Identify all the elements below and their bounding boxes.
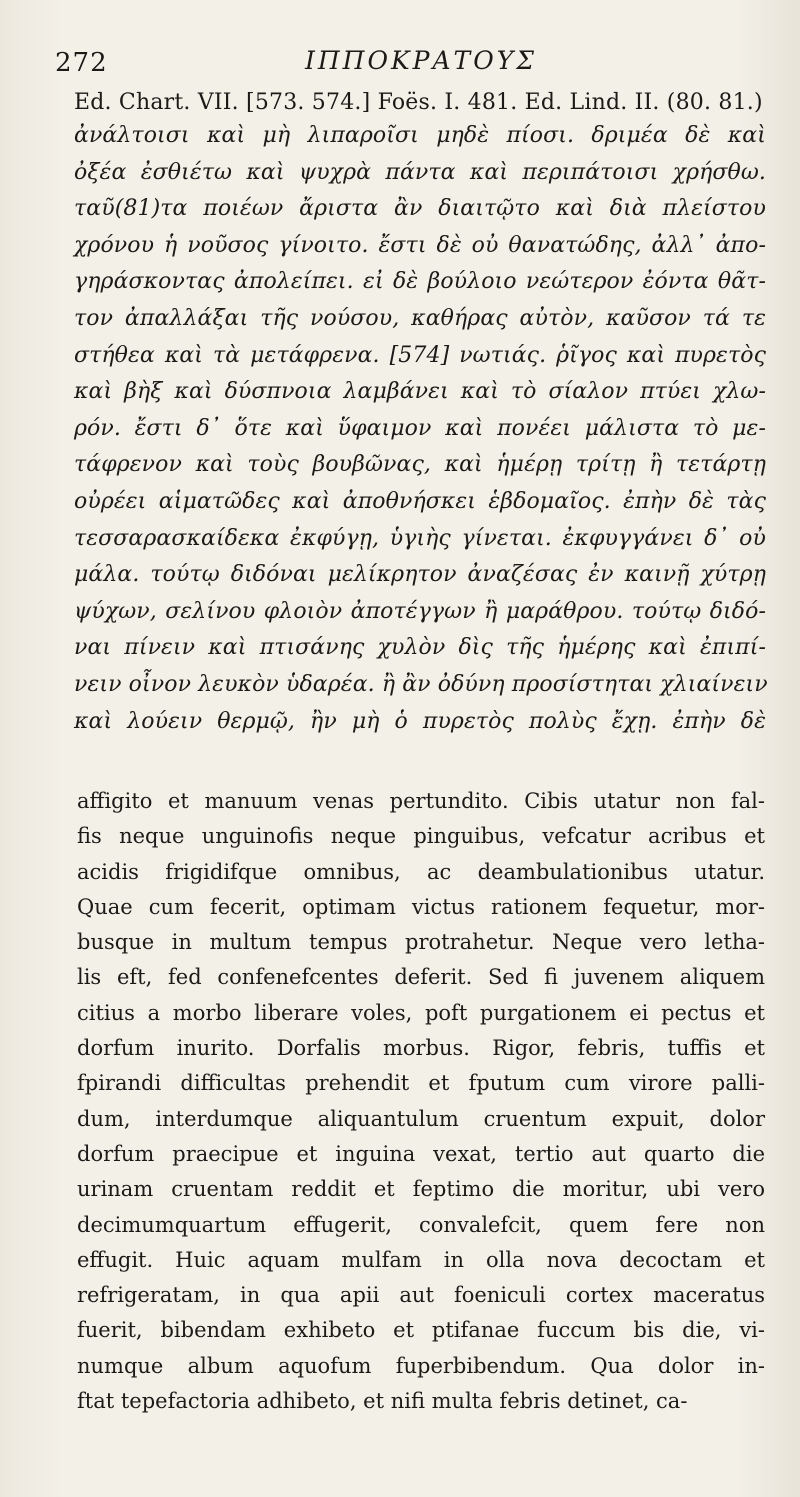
page-header — [55, 42, 775, 82]
greek-line: ταῦ(81)τα ποιέων ἄριστα ἂν διαιτῷτο καὶ διὰ πλείστου — [74, 196, 766, 222]
greek-line: τον ἀπαλλάξαι τῆς νούσου, καθήρας αὐτὸν, καῦσον τά τε — [74, 305, 766, 331]
greek-line: ἀνάλτοισι καὶ μὴ λιπαροῖσι μηδὲ πίοσι. δριμέα δὲ καὶ — [74, 123, 766, 148]
greek-line: χρόνου ἡ νοῦσος γίνοιτο. ἔστι δὲ οὐ θανατώδης, ἀλλ᾽ ἀπο- — [74, 232, 766, 258]
latin-line: dorfum praecipue et inguina vexat, tertio aut quarto die — [77, 1141, 765, 1166]
latin-line: numque album aquofum fuperbibendum. Qua dolor in- — [77, 1353, 765, 1378]
greek-line: γηράσκοντας ἀπολείπει. εἰ δὲ βούλοιο νεώτερον ἐόντα θᾶτ- — [74, 269, 766, 295]
greek-text-block — [74, 88, 766, 740]
greek-line: μάλα. τούτῳ διδόναι μελίκρητον ἀναζέσας ἐν καινῇ χύτρῃ — [74, 562, 766, 588]
latin-line: citius a morbo liberare voles, poft purgationem ei pectus et — [77, 1000, 765, 1025]
greek-line: καὶ βὴξ καὶ δύσπνοια λαμβάνει καὶ τὸ σίαλον πτύει χλω- — [74, 379, 766, 405]
greek-line: στήθεα καὶ τὰ μετάφρενα. [574] νωτιάς. ῥῖγος καὶ πυρετὸς — [74, 342, 766, 368]
edition-reference: Ed. Chart. VII. [573. 574.] Foës. I. 481. Ed. Lind. II. (80. 81.) — [74, 90, 763, 115]
running-head: ΙΠΠΟΚΡΑΤΟΥΣ — [305, 46, 537, 75]
greek-line: ρόν. ἔστι δ᾽ ὅτε καὶ ὕφαιμον καὶ πονέει μάλιστα τὸ με- — [74, 415, 766, 441]
greek-line: ψύχων, σελίνου φλοιὸν ἀποτέγγων ἢ μαράθρου. τούτῳ διδό- — [74, 598, 766, 624]
latin-line: acidis frigidifque omnibus, ac deambulationibus utatur. — [77, 859, 765, 884]
greek-line: καὶ λούειν θερμῷ, ἢν μὴ ὁ πυρετὸς πολὺς ἔχῃ. ἐπὴν δὲ — [74, 708, 766, 734]
greek-line: νειν οἶνον λευκὸν ὑδαρέα. ἢ ἂν ὀδύνη προσίστηται χλιαίνειν — [74, 671, 768, 697]
latin-line: fuerit, bibendam exhibeto et ptifanae fuccum bis die, vi- — [77, 1318, 765, 1343]
latin-line: affigito et manuum venas pertundito. Cibis utatur non fal- — [77, 789, 765, 813]
latin-text-block — [77, 784, 765, 1419]
latin-line: decimumquartum effugerit, convalefcit, quem fere non — [77, 1212, 765, 1237]
latin-line: busque in multum tempus protrahetur. Neque vero letha- — [77, 930, 765, 955]
greek-line: τάφρενον καὶ τοὺς βουβῶνας, καὶ ἡμέρῃ τρίτῃ ἢ τετάρτῃ — [74, 452, 766, 478]
latin-line: lis eft, fed confenefcentes deferit. Sed fi juvenem aliquem — [77, 965, 765, 990]
greek-line: οὐρέει αἱματῶδες καὶ ἀποθνήσκει ἑβδομαῖος. ἐπὴν δὲ τὰς — [74, 488, 766, 514]
latin-line: ftat tepefactoria adhibeto, et nifi multa febris detinet, ca- — [77, 1389, 688, 1414]
latin-line: fis neque unguinofis neque pinguibus, vefcatur acribus et — [77, 824, 765, 849]
latin-line: dum, interdumque aliquantulum cruentum expuit, dolor — [77, 1106, 765, 1131]
latin-line: Quae cum fecerit, optimam victus rationem fequetur, mor- — [77, 894, 765, 919]
greek-line: τεσσαρασκαίδεκα ἐκφύγῃ, ὑγιὴς γίνεται. ἐκφυγγάνει δ᾽ οὐ — [74, 525, 766, 551]
greek-line: ναι πίνειν καὶ πτισάνης χυλὸν δὶς τῆς ἡμέρης καὶ ἐπιπί- — [74, 635, 766, 661]
latin-line: refrigeratam, in qua apii aut foeniculi cortex maceratus — [77, 1283, 765, 1308]
latin-line: effugit. Huic aquam mulfam in olla nova decoctam et — [77, 1247, 765, 1272]
latin-line: fpirandi difficultas prehendit et fputum cum virore palli- — [77, 1071, 765, 1096]
greek-line: ὀξέα ἐσθιέτω καὶ ψυχρὰ πάντα καὶ περιπάτοισι χρήσθω. — [74, 159, 766, 185]
latin-line: urinam cruentam reddit et feptimo die moritur, ubi vero — [77, 1177, 765, 1202]
page-number: 272 — [55, 48, 108, 78]
latin-line: dorfum inurito. Dorfalis morbus. Rigor, febris, tuffis et — [77, 1036, 765, 1061]
